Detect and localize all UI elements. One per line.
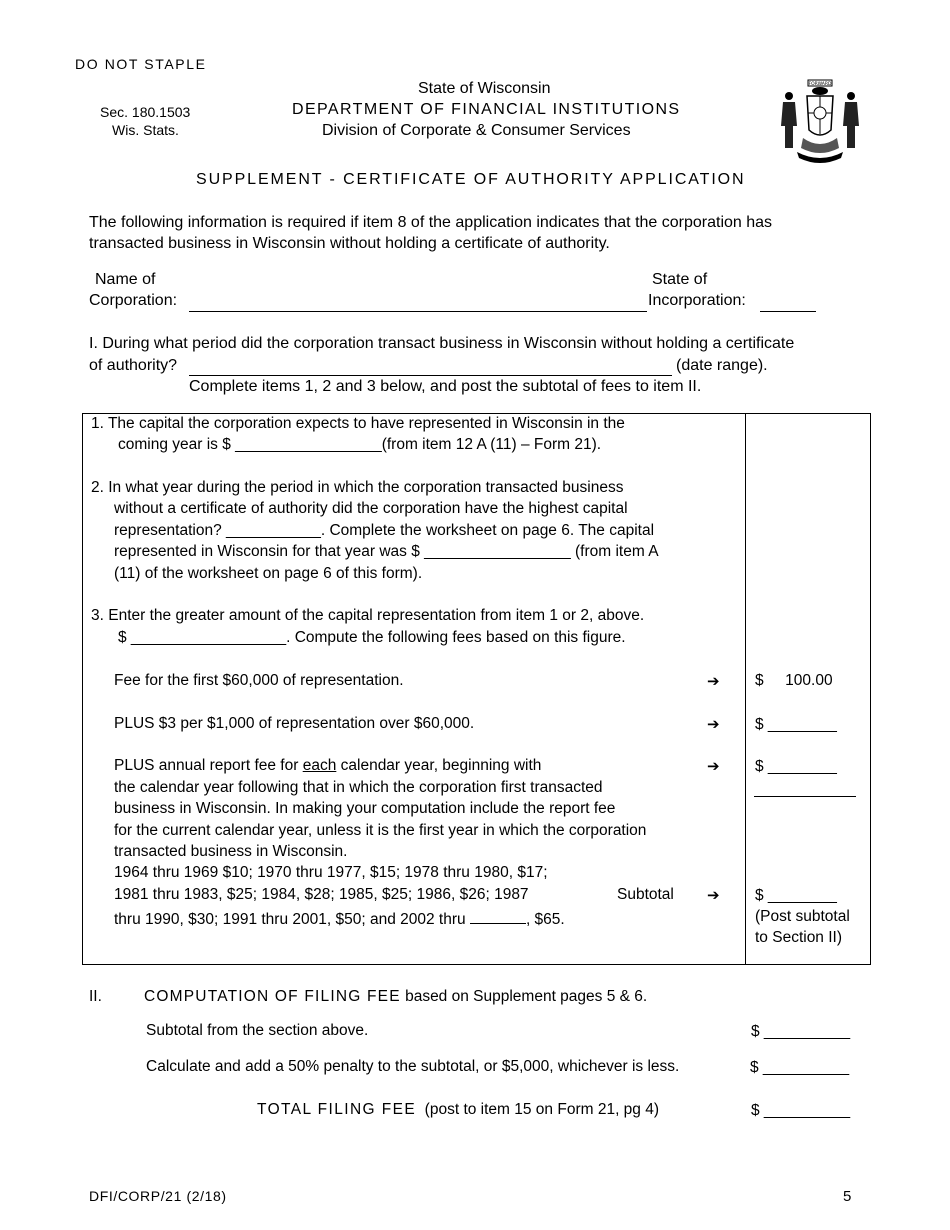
section-1-instruction: Complete items 1, 2 and 3 below, and post the subtotal of fees to item II. xyxy=(189,378,702,395)
intro-line-1: The following information is required if item 8 of the application indicates that the corporation has xyxy=(89,214,773,231)
post-subtotal-note-1: (Post subtotal xyxy=(755,908,850,925)
item-2-line-2: without a certificate of authority did the corporation have the highest capital xyxy=(114,500,628,517)
annual-fee-schedule-2: 1981 thru 1983, $25; 1984, $28; 1985, $25; 1986, $26; 1987 xyxy=(114,886,529,903)
section-1-question-cont: of authority? xyxy=(89,357,178,374)
item-1-line-2: coming year is $ _________________(from item 12 A (11) – Form 21). xyxy=(118,436,602,453)
total-filing-fee: TOTAL FILING FEE (post to item 15 on Form 21, pg 4) xyxy=(257,1101,660,1118)
division-name: Division of Corporate & Consumer Services xyxy=(322,122,631,139)
subtotal-amount[interactable]: $ ________ xyxy=(755,887,837,904)
arrow-right-icon: ➔ xyxy=(707,758,720,775)
arrow-right-icon: ➔ xyxy=(707,716,720,733)
do-not-staple: DO NOT STAPLE xyxy=(75,56,207,72)
date-range-label: (date range). xyxy=(676,357,768,374)
item-2-line-5: (11) of the worksheet on page 6 of this form). xyxy=(114,565,423,582)
fee-per-1000: PLUS $3 per $1,000 of representation over $60,000. xyxy=(114,715,475,732)
annual-fee-line-2: the calendar year following that in which the corporation first transacted xyxy=(114,779,603,796)
annual-fee-line-1: PLUS annual report fee for each calendar year, beginning with xyxy=(114,757,542,774)
page-number: 5 xyxy=(843,1188,852,1205)
section-1-question: I. During what period did the corporation transact business in Wisconsin without holding a certificate xyxy=(89,335,795,352)
annual-fee-line-3: business in Wisconsin. In making your computation include the report fee xyxy=(114,800,616,817)
item-3-line-2: $ __________________. Compute the following fees based on this figure. xyxy=(118,629,626,646)
state-label-line1: State of xyxy=(652,271,708,288)
statute-reference: Wis. Stats. xyxy=(112,122,179,138)
item-2-line-1: 2. In what year during the period in which the corporation transacted business xyxy=(91,479,624,496)
post-subtotal-note-2: to Section II) xyxy=(755,929,843,946)
section-2-heading: COMPUTATION OF FILING FEE based on Supplement pages 5 & 6. xyxy=(144,988,648,1005)
fee-first-60000: Fee for the first $60,000 of representation. xyxy=(114,672,404,689)
year-field[interactable] xyxy=(470,907,526,924)
penalty-line: Calculate and add a 50% penalty to the subtotal, or $5,000, whichever is less. xyxy=(146,1058,680,1075)
section-reference: Sec. 180.1503 xyxy=(100,104,191,120)
fee-first-amount: $ 100.00 xyxy=(755,672,833,689)
sum-rule xyxy=(754,796,856,797)
subtotal-label: Subtotal xyxy=(617,886,674,903)
arrow-right-icon: ➔ xyxy=(707,887,720,904)
wisconsin-seal-icon xyxy=(775,78,865,168)
penalty-amount[interactable]: $ __________ xyxy=(750,1059,850,1076)
date-range-field[interactable] xyxy=(189,359,672,376)
intro-line-2: transacted business in Wisconsin without holding a certificate of authority. xyxy=(89,235,610,252)
corporation-name-field[interactable] xyxy=(189,295,647,312)
annual-fee-schedule-1: 1964 thru 1969 $10; 1970 thru 1977, $15; 1978 thru 1980, $17; xyxy=(114,864,548,881)
item-2-line-3: representation? ___________. Complete the worksheet on page 6. The capital xyxy=(114,522,655,539)
state-label-line2: Incorporation: xyxy=(648,292,746,309)
section-2-subtotal: Subtotal from the section above. xyxy=(146,1022,369,1039)
item-1-line-1: 1. The capital the corporation expects to have represented in Wisconsin in the xyxy=(91,415,625,432)
name-label-line2: Corporation: xyxy=(89,292,178,309)
fee-per-1000-amount[interactable]: $ ________ xyxy=(755,716,837,733)
annual-fee-amount[interactable]: $ ________ xyxy=(755,758,837,775)
section-2-subtotal-amount[interactable]: $ __________ xyxy=(751,1023,851,1040)
department-name: DEPARTMENT OF FINANCIAL INSTITUTIONS xyxy=(292,101,681,118)
total-filing-fee-amount[interactable]: $ __________ xyxy=(751,1102,851,1119)
state-of-incorporation-field[interactable] xyxy=(760,295,816,312)
item-3-line-1: 3. Enter the greater amount of the capital representation from item 1 or 2, above. xyxy=(91,607,645,624)
arrow-right-icon: ➔ xyxy=(707,673,720,690)
fee-column-divider xyxy=(745,413,746,965)
annual-fee-line-4: for the current calendar year, unless it is the first year in which the corporation xyxy=(114,822,647,839)
svg-text:FORWARD: FORWARD xyxy=(808,82,832,87)
state-name: State of Wisconsin xyxy=(418,80,551,97)
form-number: DFI/CORP/21 (2/18) xyxy=(89,1188,227,1204)
form-title: SUPPLEMENT - CERTIFICATE OF AUTHORITY APPLICATION xyxy=(196,171,746,188)
name-label-line1: Name of xyxy=(95,271,156,288)
section-2-number: II. xyxy=(89,988,102,1005)
item-2-line-4: represented in Wisconsin for that year was $ _________________ (from item A xyxy=(114,543,659,560)
annual-fee-line-5: transacted business in Wisconsin. xyxy=(114,843,348,860)
annual-fee-schedule-3: thru 1990, $30; 1991 thru 2001, $50; and 2002 thru , $65. xyxy=(114,907,565,929)
